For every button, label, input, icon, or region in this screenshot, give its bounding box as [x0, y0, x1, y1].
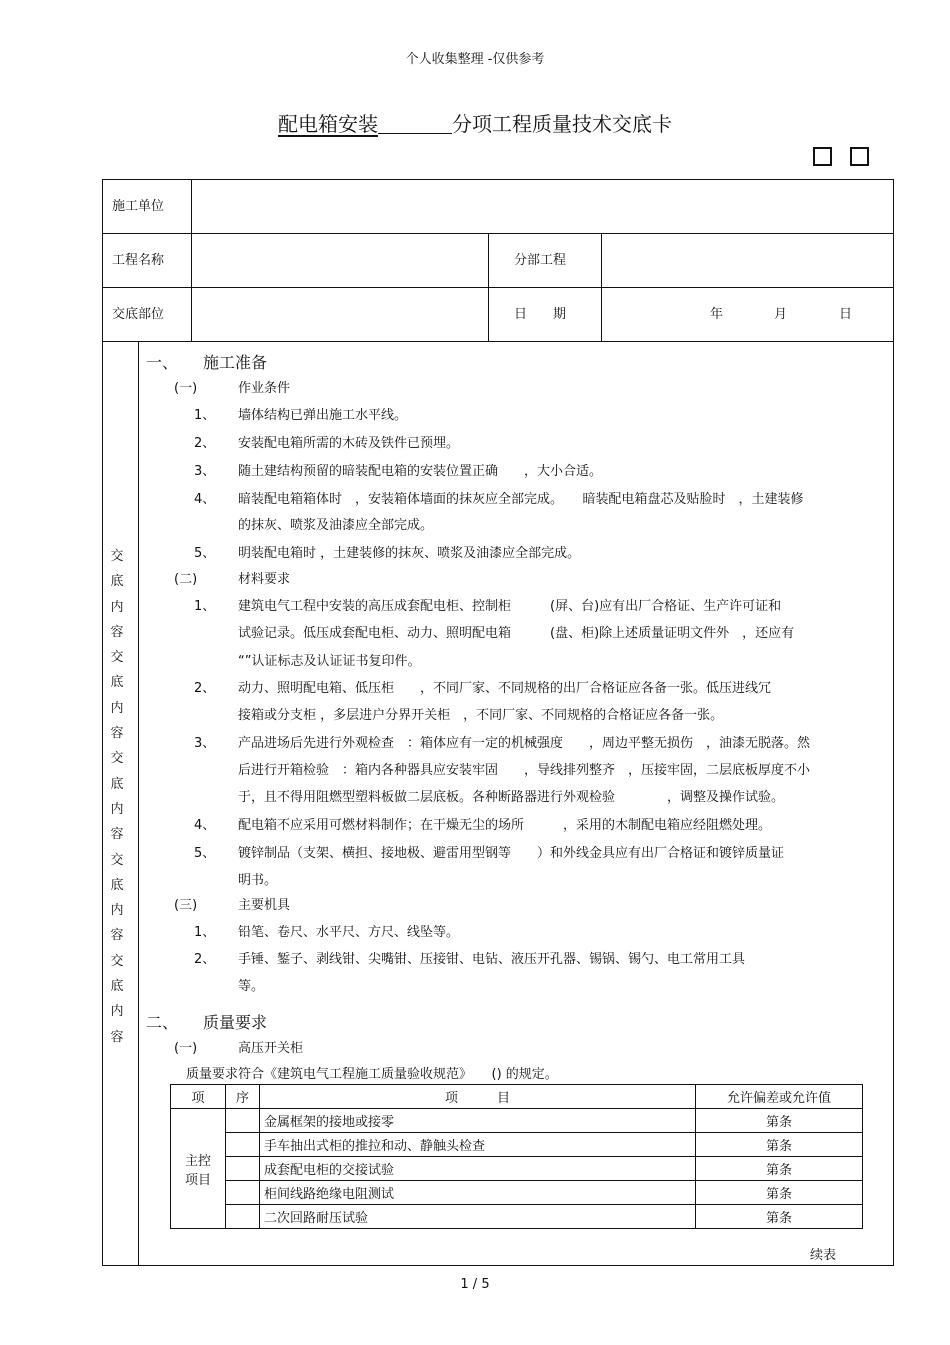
header-category: 项 — [171, 1085, 226, 1109]
header-seq: 序 — [226, 1085, 260, 1109]
item-text: 建筑电气工程中安装的高压成套配电柜、控制柜 (屏、台)应有出厂合格证、生产许可证和 — [238, 599, 782, 614]
item-text: 随土建结构预留的暗装配电箱的安装位置正确 ，大小合适。 — [238, 464, 603, 479]
row-divider — [102, 287, 894, 288]
item-text-continued: 于，且不得用阻燃型塑料板做二层底板。各种断路器进行外观检验 ，调整及操作试验。 — [238, 790, 785, 805]
year-label: 年 — [710, 307, 724, 322]
page-number: 1 / 5 — [460, 1277, 490, 1292]
tolerance-cell: 第条 — [696, 1109, 863, 1133]
unit-label: 施工单位 — [112, 199, 165, 214]
project-label: 工程名称 — [112, 253, 165, 268]
section-2-title: 质量要求 — [203, 1013, 268, 1032]
group-label-line2: 项目 — [184, 1172, 211, 1188]
item-cell: 成套配电柜的交接试验 — [260, 1157, 696, 1181]
seq-cell — [226, 1109, 260, 1133]
header-item: 项 目 — [260, 1085, 696, 1109]
item-text-continued: 试验记录。低压成套配电柜、动力、照明配电箱 (盘、柜)除上述质量证明文件外 ，还应有 — [238, 626, 795, 641]
table-row — [171, 1205, 863, 1229]
checkbox-1 — [813, 147, 832, 166]
location-label: 交底部位 — [112, 307, 165, 322]
title-suffix: 分项工程质量技术交底卡 — [452, 112, 672, 136]
col-divider — [488, 233, 489, 341]
table-row — [171, 1133, 863, 1157]
section-1-title: 施工准备 — [203, 353, 268, 372]
page-header-note: 个人收集整理 -仅供参考 — [405, 52, 545, 67]
item-cell: 金属框架的接地或接零 — [260, 1109, 696, 1133]
item-text: 暗装配电箱箱体时 ，安装箱体墙面的抹灰应全部完成。 暗装配电箱盘芯及贴脸时 ，土建装修 — [238, 492, 804, 507]
subsection-1-3-title: 主要机具 — [238, 898, 291, 913]
row-divider — [102, 233, 894, 234]
col-divider — [191, 179, 192, 341]
side-label-vertical: 交 底 内 容 交 底 内 容 交 底 内 容 交 底 内 容 交 底 内 容 — [110, 549, 124, 1045]
table-row — [171, 1109, 863, 1133]
item-text: 手锤、錾子、剥线钳、尖嘴钳、压接钳、电钻、液压开孔器、锡锅、锡勺、电工常用工具 — [238, 952, 746, 967]
item-number: 5、 — [194, 846, 216, 861]
checkbox-2 — [850, 147, 869, 166]
subsection-2-1-number: (一) — [174, 1041, 198, 1056]
subsection-1-2-title: 材料要求 — [238, 572, 291, 587]
division-label: 分部工程 — [514, 253, 567, 268]
item-number: 4、 — [194, 492, 216, 507]
subsection-2-1-title: 高压开关柜 — [238, 1041, 304, 1056]
seq-cell — [226, 1157, 260, 1181]
day-label: 日 — [839, 307, 853, 322]
row-divider — [102, 341, 894, 342]
seq-cell — [226, 1181, 260, 1205]
quality-table — [170, 1084, 863, 1229]
item-text-continued: “”认证标志及认证证书复印件。 — [238, 654, 421, 669]
item-text-continued: 等。 — [238, 979, 265, 994]
item-number: 3、 — [194, 736, 216, 751]
seq-cell — [226, 1205, 260, 1229]
subsection-1-1-title: 作业条件 — [238, 381, 291, 396]
item-number: 2、 — [194, 436, 216, 451]
item-text-continued: 接箱或分支柜 ，多层进户分界开关柜 ，不同厂家、不同规格的合格证应各备一张。 — [238, 708, 724, 723]
tolerance-cell: 第条 — [696, 1157, 863, 1181]
item-cell: 二次回路耐压试验 — [260, 1205, 696, 1229]
item-number: 1、 — [194, 408, 216, 423]
col-divider — [601, 233, 602, 341]
header-tolerance: 允许偏差或允许值 — [696, 1085, 863, 1109]
table-header-row — [171, 1085, 863, 1109]
item-text: 安装配电箱所需的木砖及铁件已预埋。 — [238, 436, 460, 451]
item-text-continued: 的抹灰、喷浆及油漆应全部完成。 — [238, 518, 434, 533]
item-text: 镀锌制品（支架、横担、接地极、避雷用型钢等 ）和外线金具应有出厂合格证和镀锌质量证 — [238, 846, 785, 861]
item-text: 铅笔、卷尺、水平尺、方尺、线坠等。 — [238, 925, 460, 940]
subsection-1-3-number: (三) — [174, 898, 198, 913]
item-cell: 柜间线路绝缘电阻测试 — [260, 1181, 696, 1205]
item-number: 2、 — [194, 681, 216, 696]
item-number: 1、 — [194, 925, 216, 940]
subsection-1-2-number: (二) — [174, 572, 198, 587]
item-number: 4、 — [194, 818, 216, 833]
item-text-continued: 明书。 — [238, 873, 278, 888]
tolerance-cell: 第条 — [696, 1181, 863, 1205]
tolerance-cell: 第条 — [696, 1133, 863, 1157]
document-title — [0, 108, 950, 137]
table-row — [171, 1157, 863, 1181]
item-text: 产品进场后先进行外观检查 ：箱体应有一定的机械强度 ，周边平整无损伤 ，油漆无脱落。然 — [238, 736, 811, 751]
item-text: 配电箱不应采用可燃材料制作；在干燥无尘的场所 ，采用的木制配电箱应经阻燃处理。 — [238, 818, 772, 833]
title-blank — [378, 113, 452, 134]
item-text-continued: 后进行开箱检验 ：箱内各种器具应安装牢固 ，导线排列整齐 ，压接牢固，二层底板厚度不小 — [238, 763, 811, 778]
item-text: 动力、照明配电箱、低压柜 ，不同厂家、不同规格的出厂合格证应各备一张。低压进线冗 — [238, 681, 772, 696]
item-number: 5、 — [194, 546, 216, 561]
quality-intro: 质量要求符合《建筑电气工程施工质量验收规范》 () 的规定。 — [186, 1067, 558, 1082]
section-2-number: 二、 — [146, 1013, 179, 1032]
item-number: 1、 — [194, 599, 216, 614]
continued-label: 续表 — [810, 1248, 837, 1263]
group-label — [171, 1109, 226, 1229]
month-label: 月 — [774, 307, 788, 322]
tolerance-cell: 第条 — [696, 1205, 863, 1229]
item-number: 3、 — [194, 464, 216, 479]
item-number: 2、 — [194, 952, 216, 967]
item-cell: 手车抽出式柜的推拉和动、静触头检查 — [260, 1133, 696, 1157]
seq-cell — [226, 1133, 260, 1157]
item-text: 墙体结构已弹出施工水平线。 — [238, 408, 408, 423]
subsection-1-1-number: (一) — [174, 381, 198, 396]
item-text: 明装配电箱时 ，土建装修的抹灰、喷浆及油漆应全部完成。 — [238, 546, 581, 561]
title-prefix: 配电箱安装 — [278, 112, 378, 136]
group-label-line1: 主控 — [184, 1153, 211, 1169]
section-1-number: 一、 — [146, 353, 179, 372]
side-col-divider — [138, 341, 139, 1266]
date-label: 日 期 — [514, 307, 567, 322]
table-row — [171, 1181, 863, 1205]
